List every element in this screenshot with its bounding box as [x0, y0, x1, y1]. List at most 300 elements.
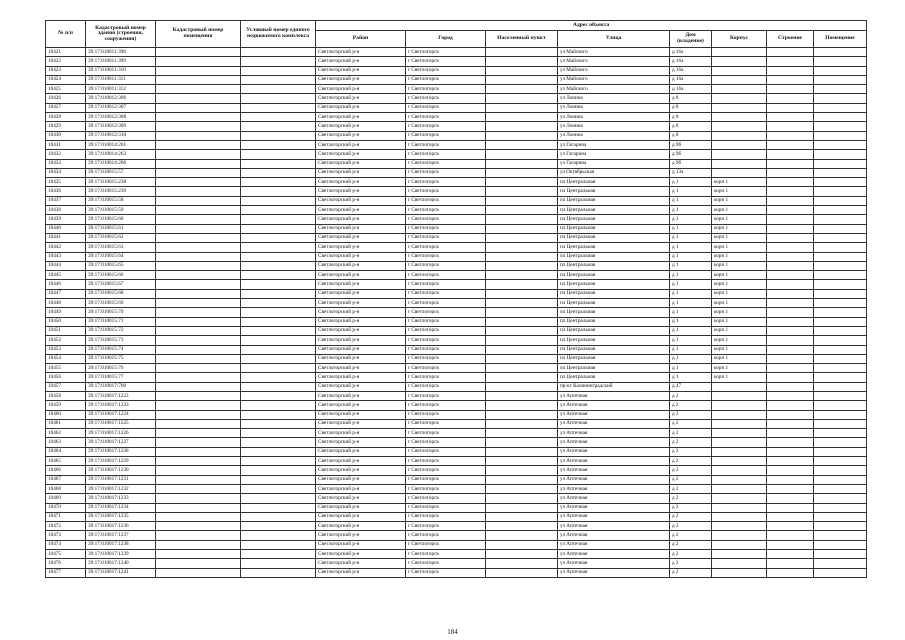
header-room-cadastral: Кадастровый номер помещения — [156, 21, 241, 48]
cell-room-cadastral — [156, 308, 241, 317]
table-row — [46, 187, 867, 196]
cell-complex-number — [241, 308, 316, 317]
cell-city: г Светлогорск — [406, 354, 486, 363]
cell-street: пл Центральная — [558, 252, 670, 261]
cell-room — [814, 122, 867, 131]
cell-room-cadastral — [156, 326, 241, 335]
cell-stroenie — [767, 57, 814, 66]
cell-stroenie — [767, 373, 814, 382]
cell-settlement — [486, 457, 558, 466]
cell-room-cadastral — [156, 457, 241, 466]
cell-room — [814, 550, 867, 559]
cell-district: Светлогорский р-н — [316, 187, 406, 196]
cell-korpus: корп 1 — [712, 364, 767, 373]
table-row — [46, 438, 867, 447]
cell-city: г Светлогорск — [406, 215, 486, 224]
cell-building-cadastral: 39:17:010011:311 — [86, 75, 156, 84]
cell-room-cadastral — [156, 187, 241, 196]
cell-room — [814, 466, 867, 475]
cell-district: Светлогорский р-н — [316, 410, 406, 419]
cell-complex-number — [241, 187, 316, 196]
cell-korpus: корп 1 — [712, 308, 767, 317]
cell-complex-number — [241, 85, 316, 94]
cell-complex-number — [241, 540, 316, 549]
cell-stroenie — [767, 354, 814, 363]
cell-complex-number — [241, 66, 316, 75]
cell-district: Светлогорский р-н — [316, 373, 406, 382]
cell-district: Светлогорский р-н — [316, 94, 406, 103]
cell-house: д 2 — [670, 531, 712, 540]
cell-korpus — [712, 484, 767, 493]
cell-district: Светлогорский р-н — [316, 354, 406, 363]
cell-num: 10423 — [46, 66, 86, 75]
cell-stroenie — [767, 336, 814, 345]
cell-street: пл Центральная — [558, 261, 670, 270]
cell-city: г Светлогорск — [406, 457, 486, 466]
cell-street: ул Майского — [558, 57, 670, 66]
cell-num: 10472 — [46, 522, 86, 531]
cell-room-cadastral — [156, 447, 241, 456]
cell-room-cadastral — [156, 243, 241, 252]
cell-street: ул Аптечная — [558, 410, 670, 419]
cell-room — [814, 113, 867, 122]
cell-room-cadastral — [156, 429, 241, 438]
table-row — [46, 550, 867, 559]
cell-stroenie — [767, 85, 814, 94]
cell-room — [814, 131, 867, 140]
cell-house: д 47 — [670, 382, 712, 391]
cell-settlement — [486, 224, 558, 233]
cell-korpus — [712, 150, 767, 159]
cell-street: пл Центральная — [558, 215, 670, 224]
cell-room — [814, 522, 867, 531]
cell-complex-number — [241, 531, 316, 540]
cell-district: Светлогорский р-н — [316, 382, 406, 391]
cell-num: 10444 — [46, 261, 86, 270]
cell-city: г Светлогорск — [406, 178, 486, 187]
cell-street: пл Центральная — [558, 336, 670, 345]
cell-num: 10471 — [46, 512, 86, 521]
cell-num: 10440 — [46, 224, 86, 233]
cell-stroenie — [767, 429, 814, 438]
table-row — [46, 364, 867, 373]
cell-num: 10468 — [46, 484, 86, 493]
cell-num: 10460 — [46, 410, 86, 419]
cell-room-cadastral — [156, 261, 241, 270]
cell-num: 10473 — [46, 531, 86, 540]
cell-num: 10449 — [46, 308, 86, 317]
cell-house: д 1 — [670, 317, 712, 326]
cell-room — [814, 48, 867, 57]
cell-district: Светлогорский р-н — [316, 522, 406, 531]
cell-num: 10445 — [46, 271, 86, 280]
cell-room — [814, 317, 867, 326]
cell-complex-number — [241, 224, 316, 233]
cell-street: пл Центральная — [558, 326, 670, 335]
cell-building-cadastral: 39:17:010017:1224 — [86, 410, 156, 419]
table-row — [46, 503, 867, 512]
cell-room-cadastral — [156, 48, 241, 57]
table-row — [46, 457, 867, 466]
cell-settlement — [486, 187, 558, 196]
cell-korpus — [712, 391, 767, 400]
cell-room — [814, 196, 867, 205]
cell-house: д 1 — [670, 187, 712, 196]
cell-settlement — [486, 280, 558, 289]
cell-district: Светлогорский р-н — [316, 140, 406, 149]
cell-building-cadastral: 39:17:010014:263 — [86, 150, 156, 159]
cell-building-cadastral: 39:17:010015:65 — [86, 261, 156, 270]
cell-building-cadastral: 39:17:010012:307 — [86, 103, 156, 112]
table-row — [46, 178, 867, 187]
cell-num: 10429 — [46, 122, 86, 131]
cell-city: г Светлогорск — [406, 447, 486, 456]
cell-room-cadastral — [156, 484, 241, 493]
cell-district: Светлогорский р-н — [316, 419, 406, 428]
cell-room-cadastral — [156, 503, 241, 512]
cell-num: 10425 — [46, 85, 86, 94]
cell-house: д 2 — [670, 568, 712, 577]
cell-building-cadastral: 39:17:010015:62 — [86, 233, 156, 242]
cell-city: г Светлогорск — [406, 196, 486, 205]
cell-district: Светлогорский р-н — [316, 438, 406, 447]
cell-room — [814, 494, 867, 503]
table-row — [46, 57, 867, 66]
cell-korpus: корп 1 — [712, 317, 767, 326]
cell-city: г Светлогорск — [406, 373, 486, 382]
cell-city: г Светлогорск — [406, 326, 486, 335]
cell-district: Светлогорский р-н — [316, 512, 406, 521]
cell-room-cadastral — [156, 401, 241, 410]
cell-building-cadastral: 39:17:010015:73 — [86, 336, 156, 345]
cell-num: 10441 — [46, 233, 86, 242]
cell-complex-number — [241, 503, 316, 512]
cell-korpus: корп 1 — [712, 354, 767, 363]
cell-room — [814, 503, 867, 512]
cell-street: ул Лонина — [558, 103, 670, 112]
cell-stroenie — [767, 512, 814, 521]
cell-building-cadastral: 39:17:010017:1230 — [86, 466, 156, 475]
cell-settlement — [486, 150, 558, 159]
cell-num: 10461 — [46, 419, 86, 428]
page-number: 184 — [447, 628, 458, 636]
cell-korpus — [712, 168, 767, 177]
cell-settlement — [486, 522, 558, 531]
cell-street: ул Майского — [558, 85, 670, 94]
cell-district: Светлогорский р-н — [316, 494, 406, 503]
cell-stroenie — [767, 559, 814, 568]
cell-settlement — [486, 484, 558, 493]
cell-city: г Светлогорск — [406, 206, 486, 215]
table-row — [46, 559, 867, 568]
cell-street: ул Аптечная — [558, 466, 670, 475]
cell-stroenie — [767, 233, 814, 242]
cell-district: Светлогорский р-н — [316, 475, 406, 484]
cell-num: 10437 — [46, 196, 86, 205]
cell-complex-number — [241, 215, 316, 224]
cell-complex-number — [241, 559, 316, 568]
cell-complex-number — [241, 484, 316, 493]
cell-room-cadastral — [156, 475, 241, 484]
cell-korpus — [712, 94, 767, 103]
cell-street: пл Центральная — [558, 187, 670, 196]
cell-street: ул Аптечная — [558, 429, 670, 438]
cell-district: Светлогорский р-н — [316, 150, 406, 159]
cell-building-cadastral: 39:17:010015:69 — [86, 299, 156, 308]
cell-building-cadastral: 39:17:010017:1226 — [86, 429, 156, 438]
cell-district: Светлогорский р-н — [316, 57, 406, 66]
cell-street: ул Гагарина — [558, 159, 670, 168]
cell-stroenie — [767, 168, 814, 177]
cell-num: 10422 — [46, 57, 86, 66]
cell-settlement — [486, 354, 558, 363]
table-row — [46, 252, 867, 261]
cell-district: Светлогорский р-н — [316, 178, 406, 187]
cell-stroenie — [767, 243, 814, 252]
cell-house: д 1 — [670, 224, 712, 233]
cell-building-cadastral: 39:17:010017:1229 — [86, 457, 156, 466]
cell-house: д 1 — [670, 289, 712, 298]
cell-room — [814, 568, 867, 577]
cell-house: д 8 — [670, 113, 712, 122]
cell-district: Светлогорский р-н — [316, 215, 406, 224]
cell-stroenie — [767, 122, 814, 131]
cell-district: Светлогорский р-н — [316, 261, 406, 270]
cell-house: д 2 — [670, 466, 712, 475]
cell-room — [814, 66, 867, 75]
cell-city: г Светлогорск — [406, 550, 486, 559]
cell-building-cadastral: 39:17:010015:63 — [86, 243, 156, 252]
cell-stroenie — [767, 150, 814, 159]
cell-street: пл Центральная — [558, 243, 670, 252]
cell-stroenie — [767, 224, 814, 233]
header-korpus: Корпус — [712, 31, 767, 48]
cell-stroenie — [767, 438, 814, 447]
cell-building-cadastral: 39:17:010015:57 — [86, 168, 156, 177]
cell-settlement — [486, 159, 558, 168]
cell-korpus: корп 1 — [712, 299, 767, 308]
cell-room-cadastral — [156, 512, 241, 521]
cell-complex-number — [241, 326, 316, 335]
cell-room — [814, 261, 867, 270]
cell-num: 10438 — [46, 206, 86, 215]
cell-settlement — [486, 326, 558, 335]
cell-complex-number — [241, 345, 316, 354]
cell-stroenie — [767, 410, 814, 419]
cell-city: г Светлогорск — [406, 308, 486, 317]
cell-house: д 2 — [670, 419, 712, 428]
cell-complex-number — [241, 150, 316, 159]
cell-complex-number — [241, 94, 316, 103]
cell-room — [814, 140, 867, 149]
cell-building-cadastral: 39:17:010015:71 — [86, 317, 156, 326]
cell-stroenie — [767, 457, 814, 466]
cell-complex-number — [241, 261, 316, 270]
cell-building-cadastral: 39:17:010017:1237 — [86, 531, 156, 540]
cell-korpus: корп 1 — [712, 345, 767, 354]
cell-district: Светлогорский р-н — [316, 233, 406, 242]
cell-korpus — [712, 457, 767, 466]
cell-num: 10427 — [46, 103, 86, 112]
records-table — [45, 20, 867, 578]
cell-room-cadastral — [156, 289, 241, 298]
cell-num: 10476 — [46, 559, 86, 568]
cell-street: пл Центральная — [558, 224, 670, 233]
cell-settlement — [486, 447, 558, 456]
cell-street: ул Аптечная — [558, 401, 670, 410]
cell-room — [814, 224, 867, 233]
cell-korpus — [712, 48, 767, 57]
cell-stroenie — [767, 364, 814, 373]
cell-district: Светлогорский р-н — [316, 550, 406, 559]
cell-complex-number — [241, 122, 316, 131]
cell-building-cadastral: 39:17:010017:1239 — [86, 550, 156, 559]
cell-house: д 8 — [670, 103, 712, 112]
cell-stroenie — [767, 345, 814, 354]
table-row — [46, 215, 867, 224]
cell-house: д 1 — [670, 280, 712, 289]
cell-room-cadastral — [156, 345, 241, 354]
cell-city: г Светлогорск — [406, 140, 486, 149]
cell-room-cadastral — [156, 122, 241, 131]
cell-house: д 8 — [670, 122, 712, 131]
cell-complex-number — [241, 410, 316, 419]
table-row — [46, 512, 867, 521]
cell-num: 10421 — [46, 48, 86, 57]
cell-num: 10469 — [46, 494, 86, 503]
cell-korpus — [712, 466, 767, 475]
cell-street: пл Центральная — [558, 206, 670, 215]
cell-building-cadastral: 39:17:010017:1228 — [86, 447, 156, 456]
cell-district: Светлогорский р-н — [316, 243, 406, 252]
table-row — [46, 354, 867, 363]
cell-korpus — [712, 522, 767, 531]
header-num: № п/п — [46, 21, 86, 48]
header-building-cadastral: Кадастровый номер здания (строения, сооружения) — [86, 21, 156, 48]
cell-room — [814, 391, 867, 400]
cell-korpus: корп 1 — [712, 271, 767, 280]
cell-complex-number — [241, 271, 316, 280]
cell-stroenie — [767, 178, 814, 187]
cell-room — [814, 475, 867, 484]
table-row — [46, 326, 867, 335]
table-row — [46, 66, 867, 75]
cell-korpus — [712, 550, 767, 559]
cell-street: пл Центральная — [558, 373, 670, 382]
cell-complex-number — [241, 131, 316, 140]
cell-num: 10453 — [46, 345, 86, 354]
table-row — [46, 280, 867, 289]
table-row — [46, 48, 867, 57]
cell-district: Светлогорский р-н — [316, 317, 406, 326]
table-row — [46, 140, 867, 149]
cell-settlement — [486, 494, 558, 503]
cell-settlement — [486, 317, 558, 326]
cell-room-cadastral — [156, 280, 241, 289]
cell-korpus — [712, 103, 767, 112]
cell-room — [814, 419, 867, 428]
header-room: Помещение — [814, 31, 867, 48]
cell-korpus: корп 1 — [712, 233, 767, 242]
cell-complex-number — [241, 401, 316, 410]
cell-stroenie — [767, 187, 814, 196]
cell-house: д 1 — [670, 271, 712, 280]
cell-korpus — [712, 447, 767, 456]
cell-street: ул Аптечная — [558, 522, 670, 531]
cell-complex-number — [241, 196, 316, 205]
cell-house: д 2 — [670, 550, 712, 559]
cell-street: ул Лонина — [558, 131, 670, 140]
cell-street: пл Центральная — [558, 178, 670, 187]
cell-building-cadastral: 39:17:010014:261 — [86, 140, 156, 149]
cell-settlement — [486, 540, 558, 549]
cell-city: г Светлогорск — [406, 122, 486, 131]
cell-num: 10477 — [46, 568, 86, 577]
cell-city: г Светлогорск — [406, 475, 486, 484]
cell-room — [814, 540, 867, 549]
cell-num: 10451 — [46, 326, 86, 335]
cell-num: 10463 — [46, 438, 86, 447]
table-row — [46, 494, 867, 503]
cell-num: 10434 — [46, 168, 86, 177]
cell-street: ул Аптечная — [558, 540, 670, 549]
cell-settlement — [486, 252, 558, 261]
cell-korpus: корп 1 — [712, 336, 767, 345]
cell-room — [814, 354, 867, 363]
table-row — [46, 103, 867, 112]
cell-city: г Светлогорск — [406, 410, 486, 419]
table-row — [46, 224, 867, 233]
cell-settlement — [486, 168, 558, 177]
cell-house: д 2 — [670, 484, 712, 493]
table-header — [46, 21, 867, 48]
header-settlement: Населенный пункт — [486, 31, 558, 48]
cell-building-cadastral: 39:17:010017:1225 — [86, 419, 156, 428]
cell-korpus: корп 1 — [712, 215, 767, 224]
cell-street: пл Центральная — [558, 354, 670, 363]
header-city: Город — [406, 31, 486, 48]
cell-korpus — [712, 131, 767, 140]
cell-complex-number — [241, 429, 316, 438]
cell-district: Светлогорский р-н — [316, 429, 406, 438]
cell-city: г Светлогорск — [406, 66, 486, 75]
cell-num: 10431 — [46, 140, 86, 149]
cell-city: г Светлогорск — [406, 429, 486, 438]
cell-building-cadastral: 39:17:010015:66 — [86, 271, 156, 280]
cell-city: г Светлогорск — [406, 484, 486, 493]
cell-street: ул Аптечная — [558, 457, 670, 466]
cell-korpus: корп 1 — [712, 326, 767, 335]
cell-building-cadastral: 39:17:010017:1222 — [86, 391, 156, 400]
cell-korpus — [712, 568, 767, 577]
cell-street: пл Центральная — [558, 271, 670, 280]
cell-korpus — [712, 122, 767, 131]
table-row — [46, 131, 867, 140]
cell-korpus — [712, 159, 767, 168]
table-row — [46, 345, 867, 354]
header-house: Дом (владение) — [670, 31, 712, 48]
table-row — [46, 243, 867, 252]
cell-house: д 16а — [670, 85, 712, 94]
cell-city: г Светлогорск — [406, 113, 486, 122]
cell-building-cadastral: 39:17:010017:1234 — [86, 503, 156, 512]
cell-house: д 2 — [670, 475, 712, 484]
cell-complex-number — [241, 373, 316, 382]
cell-settlement — [486, 391, 558, 400]
cell-num: 10464 — [46, 447, 86, 456]
cell-room — [814, 447, 867, 456]
cell-district: Светлогорский р-н — [316, 103, 406, 112]
